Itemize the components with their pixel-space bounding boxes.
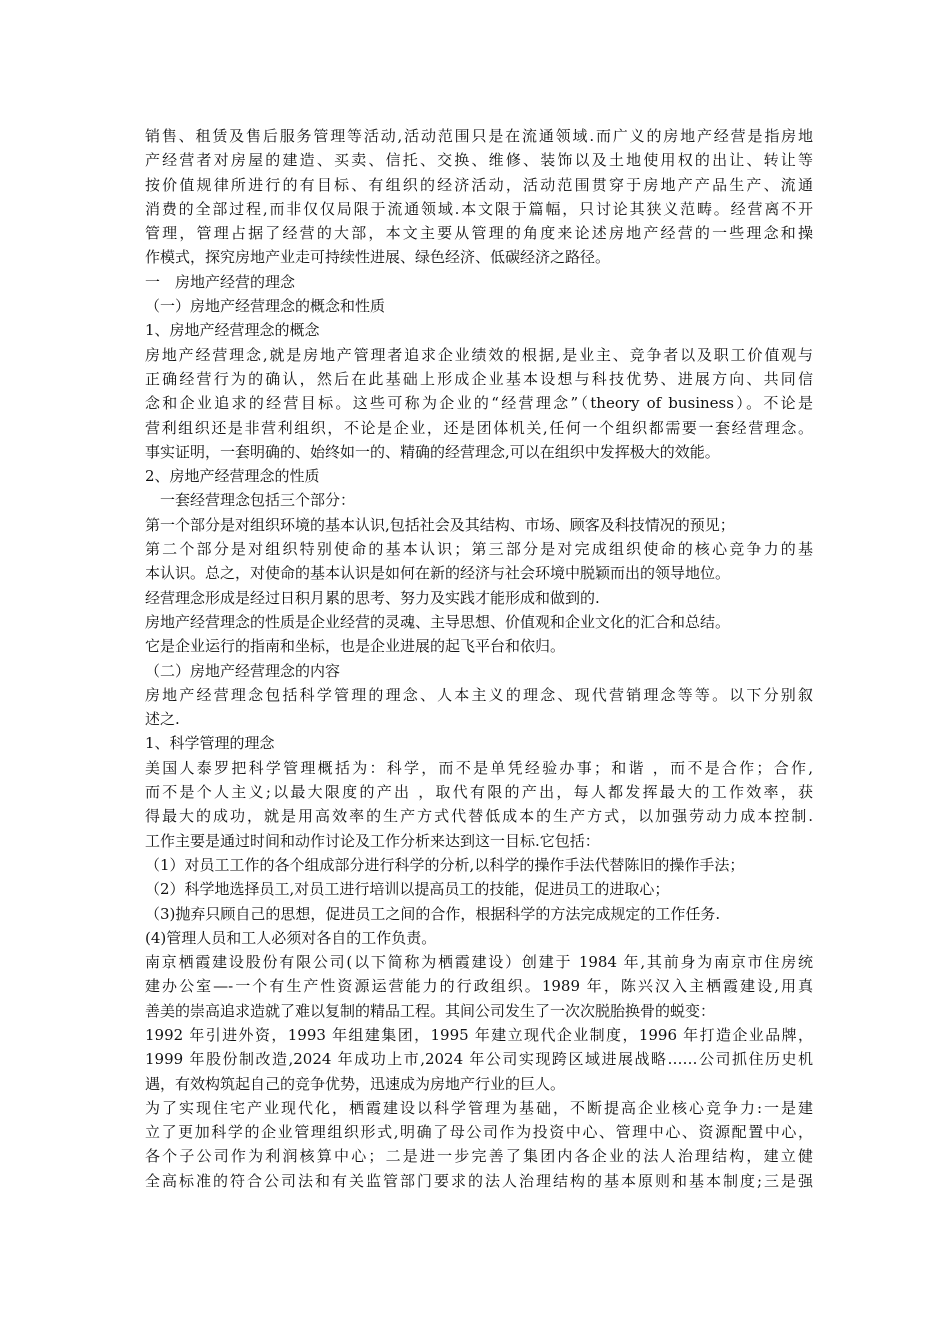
- text-line: 述之.: [145, 710, 180, 729]
- text-line: 作模式，探究房地产业走可持续性进展、绿色经济、低碳经济之路径。: [145, 248, 611, 267]
- text-line: 1992 年引进外资，1993 年组建集团，1995 年建立现代企业制度，1996 年打造企业品牌，: [145, 1025, 813, 1044]
- text-line: （2）科学地选择员工,对员工进行培训以提高员工的技能，促进员工的进取心；: [145, 880, 670, 899]
- text-line: 南京栖霞建设股份有限公司(以下简称为栖霞建设）创建于 1984 年,其前身为南京市住房统: [145, 953, 813, 972]
- text-line: 工作主要是通过时间和动作讨论及工作分析来达到这一目标.它包括：: [145, 831, 600, 850]
- text-line: 房地产经营理念,就是房地产管理者追求企业绩效的根据,是业主、竞争者以及职工价值观与: [145, 345, 813, 364]
- text-line: （二）房地产经营理念的内容: [145, 661, 341, 680]
- text-line: 2、房地产经营理念的性质: [145, 467, 320, 486]
- text-line: 管理，管理占据了经营的大部，本文主要从管理的角度来论述房地产经营的一些理念和操: [145, 224, 813, 243]
- text-line: 房地产经营理念的性质是企业经营的灵魂、主导思想、价值观和企业文化的汇合和总结。: [145, 612, 731, 631]
- text-line: 产经营者对房屋的建造、买卖、信托、交换、维修、装饰以及土地使用权的出让、转让等: [145, 151, 813, 170]
- text-line: 得最大的成功，就是用高效率的生产方式代替低成本的生产方式，以加强劳动力成本控制.: [145, 807, 813, 826]
- text-line: 遇，有效构筑起自己的竞争优势，迅速成为房地产行业的巨人。: [145, 1074, 566, 1093]
- text-line: 立了更加科学的企业管理组织形式,明确了母公司作为投资中心、管理中心、资源配置中心，: [145, 1123, 813, 1142]
- text-line: 房地产经营理念包括科学管理的理念、人本主义的理念、现代营销理念等等。以下分别叙: [145, 685, 813, 704]
- text-line: (4)管理人员和工人必须对各自的工作负责。: [145, 928, 437, 947]
- text-line: （1）对员工工作的各个组成部分进行科学的分析,以科学的操作手法代替陈旧的操作手法；: [145, 855, 745, 874]
- text-line: （3)抛弃只顾自己的思想，促进员工之间的合作，根据科学的方法完成规定的工作任务.: [145, 904, 721, 923]
- text-line: 第二个部分是对组织特别使命的基本认识；第三部分是对完成组织使命的核心竞争力的基: [145, 540, 813, 559]
- text-line: 建办公室—-一个有生产性资源运营能力的行政组织。1989 年，陈兴汉入主栖霞建设,用真: [145, 977, 813, 996]
- text-line: 美国人泰罗把科学管理概括为：科学，而不是单凭经验办事；和谐 ，而不是合作；合作,: [145, 758, 813, 777]
- text-line: 经营理念形成是经过日积月累的思考、努力及实践才能形成和做到的.: [145, 588, 600, 607]
- text-line: （一）房地产经营理念的概念和性质: [145, 297, 386, 316]
- text-line: 1999 年股份制改造,2024 年成功上市,2024 年公司实现跨区域进展战略……公司抓住历史机: [145, 1050, 813, 1069]
- text-line: 善美的崇高追求造就了难以复制的精品工程。其间公司发生了一次次脱胎换骨的蜕变：: [145, 1001, 716, 1020]
- text-line: 念和企业追求的经营目标。这些可称为企业的“经营理念”（theory of business）。不论是: [145, 394, 813, 413]
- text-line: 而不是个人主义;以最大限度的产出 ，取代有限的产出，每人都发挥最大的工作效率，获: [145, 783, 813, 802]
- text-line: 正确经营行为的确认，然后在此基础上形成企业基本设想与科技优势、进展方向、共同信: [145, 369, 813, 388]
- text-line: 第一个部分是对组织环境的基本认识,包括社会及其结构、市场、顾客及科技情况的预见；: [145, 515, 735, 534]
- document-body: [145, 124, 813, 1193]
- text-line: 销售、租赁及售后服务管理等活动,活动范围只是在流通领域.而广义的房地产经营是指房地: [145, 127, 813, 145]
- text-line: 为了实现住宅产业现代化，栖霞建设以科学管理为基础，不断提高企业核心竞争力:一是建: [145, 1098, 813, 1117]
- text-line: 它是企业运行的指南和坐标，也是企业进展的起飞平台和依归。: [145, 637, 566, 656]
- text-line: 一套经营理念包括三个部分：: [145, 491, 356, 510]
- text-line: 1、科学管理的理念: [145, 734, 275, 753]
- text-line: 按价值规律所进行的有目标、有组织的经济活动，活动范围贯穿于房地产产品生产、流通: [145, 175, 813, 194]
- text-line: 各个子公司作为利润核算中心；二是进一步完善了集团内各企业的法人治理结构，建立健: [145, 1147, 813, 1166]
- text-line: 本认识。总之，对使命的基本认识是如何在新的经济与社会环境中脱颖而出的领导地位。: [145, 564, 731, 583]
- text-line: 全高标准的符合公司法和有关监管部门要求的法人治理结构的基本原则和基本制度;三是强: [145, 1171, 813, 1190]
- text-line: 消费的全部过程,而非仅仅局限于流通领域.本文限于篇幅，只讨论其狭义范畴。经营离不开: [145, 199, 813, 218]
- text-line: 1、房地产经营理念的概念: [145, 321, 320, 340]
- text-line: 事实证明，一套明确的、始终如一的、精确的经营理念,可以在组织中发挥极大的效能。: [145, 442, 720, 461]
- text-line: 一 房地产经营的理念: [145, 272, 296, 291]
- text-line: 营利组织还是非营利组织，不论是企业，还是团体机关,任何一个组织都需要一套经营理念。: [145, 418, 813, 437]
